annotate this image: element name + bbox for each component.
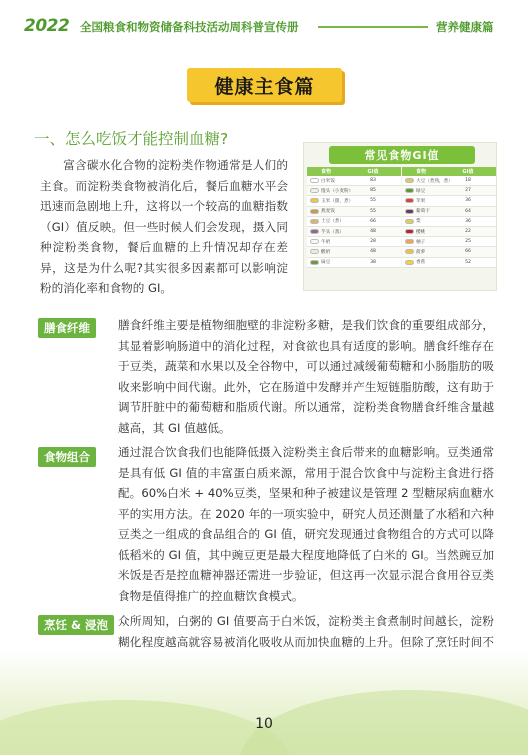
gi-food-name: 馒头（小麦粉）: [321, 188, 354, 194]
gi-table-row: [402, 207, 496, 217]
gi-food-name: 樱桃: [416, 229, 426, 235]
food-icon: [307, 239, 321, 244]
gi-food-value: 83: [370, 178, 376, 184]
header-year: 2022: [24, 16, 70, 36]
gi-table-right-column: [402, 167, 496, 268]
gi-table-row: [402, 237, 496, 247]
gi-food-name: 香蕉: [416, 260, 426, 266]
gi-table-row: [402, 227, 496, 237]
food-swatch-icon: [310, 229, 319, 234]
food-icon: [402, 178, 416, 183]
gi-table-row: [307, 176, 401, 186]
gi-table-row: [402, 176, 496, 186]
gi-food-name: 柚子: [416, 239, 426, 245]
food-icon: [307, 178, 321, 183]
gi-table-row: [402, 217, 496, 227]
gi-table-row: [307, 207, 401, 217]
food-icon: [402, 249, 416, 254]
gi-food-value: 22: [465, 229, 471, 235]
gi-food-value: 55: [370, 208, 376, 214]
gi-food-value: 25: [465, 239, 471, 245]
food-swatch-icon: [310, 260, 319, 265]
gi-table-banner: [329, 146, 475, 164]
food-icon: [307, 198, 321, 203]
page-title: 健康主食篇: [214, 75, 315, 98]
section-heading: 一、怎么吃饭才能控制血糖?: [34, 130, 229, 148]
header-title: 全国粮食和物资储备科技活动周科普宣传册: [80, 20, 299, 34]
gi-food-value: 66: [370, 218, 376, 224]
gi-food-name: 燕麦饭: [321, 209, 335, 215]
gi-food-value: 36: [465, 218, 471, 224]
gi-table-row: [402, 258, 496, 268]
food-icon: [307, 249, 321, 254]
food-swatch-icon: [310, 188, 319, 193]
header-divider: [318, 26, 428, 28]
paragraph-cooking-soaking: 众所周知，白粥的 GI 值要高于白米饭，淀粉类主食煮制时间越长，淀粉糊化程度越高就容易被消化吸收从而加快血糖的上升。但除了烹饪时间不: [118, 614, 494, 649]
gi-table-row: [402, 196, 496, 206]
gi-header-food: 食物: [321, 169, 332, 175]
food-swatch-icon: [310, 209, 319, 214]
gi-food-name: 芋头（蒸）: [321, 229, 344, 235]
gi-food-name: 菠萝: [416, 249, 426, 255]
gi-food-name: 酸奶: [321, 249, 331, 255]
food-icon: [402, 219, 416, 224]
gi-table-row: [307, 186, 401, 196]
food-icon: [307, 229, 321, 234]
food-swatch-icon: [310, 239, 319, 244]
gi-food-value: 52: [465, 259, 471, 265]
food-icon: [307, 188, 321, 193]
page-header: [0, 0, 528, 36]
gi-food-value: 64: [465, 208, 471, 214]
gi-table-left-column: [307, 167, 401, 268]
gi-food-value: 55: [370, 198, 376, 204]
gi-food-value: 18: [465, 178, 471, 184]
food-swatch-icon: [405, 188, 414, 193]
food-icon: [402, 239, 416, 244]
gi-food-value: 48: [370, 249, 376, 255]
gi-food-value: 28: [370, 239, 376, 245]
gi-food-value: 36: [465, 198, 471, 204]
gi-food-value: 27: [465, 188, 471, 194]
food-swatch-icon: [405, 260, 414, 265]
gi-table-header: [307, 167, 401, 176]
food-swatch-icon: [405, 229, 414, 234]
gi-food-value: 66: [465, 249, 471, 255]
gi-table-row: [307, 227, 401, 237]
food-icon: [402, 260, 416, 265]
gi-table-row: [307, 247, 401, 257]
food-swatch-icon: [310, 178, 319, 183]
gi-table-row: [402, 247, 496, 257]
tag-cooking-soaking: 烹饪 & 浸泡: [38, 615, 114, 635]
paragraph-dietary-fiber: 膳食纤维主要是植物细胞壁的非淀粉多糖，是我们饮食的重要组成部分，其显着影响肠道中的消化过程，对食欲也具有适度的影响。膳食纤维存在于豆类，蔬菜和水果以及全谷物中，可以通过减缓葡萄糖和小肠脂肪的吸收来影响中间代谢。此外，它在肠道中发酵并产生短链脂肪酸，这有助于调节肝脏中的葡萄糖和脂质代谢。所以通常，淀粉类食物膳食纤维含量越越高，其 GI 值越低。: [118, 318, 494, 435]
gi-food-name: 牛奶: [321, 239, 331, 245]
food-icon: [402, 209, 416, 214]
food-icon: [307, 219, 321, 224]
food-swatch-icon: [405, 198, 414, 203]
paragraph-food-combination: 通过混合饮食我们也能降低摄入淀粉类主食后带来的血糖影响。豆类通常是具有低 GI 值的丰富蛋白质来源，常用于混合饮食中与淀粉主食进行搭配。60%白米 + 40%豆类，坚果和种子被建议是管理 2 型糖尿病血糖水平的实用方法。在 2020 年的一项实验中，研究人员还测量了水稻和六种豆类之一组成的食品组合的 GI 值，研究发现通过食物组合的方式可以降低稻米的 GI 值，其中豌豆更是最大程度地降低了白米的 GI。当然豌豆加米饭是否是控血糖神器还需进一步验证，但这再一次显示混合食用谷豆类食物是值得推广的控血糖饮食模式。: [118, 445, 494, 603]
gi-food-name: 大豆（煮熟，煮）: [416, 178, 453, 184]
gi-table-row: [307, 217, 401, 227]
food-swatch-icon: [405, 239, 414, 244]
header-section: 营养健康篇: [436, 20, 494, 34]
gi-food-name: 白米饭: [321, 178, 335, 184]
food-swatch-icon: [405, 219, 414, 224]
food-swatch-icon: [310, 249, 319, 254]
gi-food-name: 梨: [416, 219, 421, 225]
food-icon: [307, 260, 321, 265]
intro-paragraph: 富含碳水化合物的淀粉类作物通常是人们的主食。而淀粉类食物被消化后，餐后血糖水平会迅速而急剧地上升，这将以一个较高的血糖指数（GI）值反映。但一些时候人们会发现，摄入同种淀粉类食物，餐后血糖的上升情况却存在差异，这是为什么呢?其实很多因素都可以影响淀粉的消化率和食物的 GI。: [40, 158, 288, 295]
gi-food-value: 48: [370, 229, 376, 235]
gi-food-name: 扁豆: [321, 260, 331, 266]
gi-food-value: 38: [370, 259, 376, 265]
gi-table-row: [307, 258, 401, 268]
gi-table-header: [402, 167, 496, 176]
food-swatch-icon: [405, 249, 414, 254]
gi-header-value: GI值: [367, 169, 379, 175]
food-swatch-icon: [405, 178, 414, 183]
gi-food-name: 苹果: [416, 198, 426, 204]
gi-table-card: [303, 142, 497, 291]
tag-dietary-fiber: 膳食纤维: [38, 318, 96, 338]
tag-food-combination: 食物组合: [38, 447, 96, 467]
page-title-badge: [187, 68, 342, 102]
gi-food-name: 绿豆: [416, 188, 426, 194]
gi-food-value: 85: [370, 188, 376, 194]
food-swatch-icon: [310, 219, 319, 224]
gi-food-name: 葡萄干: [416, 209, 430, 215]
gi-table-title: 常见食物GI值: [364, 149, 440, 162]
gi-table-row: [402, 186, 496, 196]
gi-header-food: 食物: [416, 169, 427, 175]
food-swatch-icon: [310, 198, 319, 203]
gi-food-name: 玉米（甜，煮）: [321, 198, 354, 204]
food-swatch-icon: [405, 209, 414, 214]
food-icon: [402, 229, 416, 234]
gi-table-row: [307, 196, 401, 206]
food-icon: [402, 188, 416, 193]
gi-food-name: 土豆（煮）: [321, 219, 344, 225]
page-number: 10: [255, 716, 273, 732]
food-icon: [402, 198, 416, 203]
gi-header-value: GI值: [462, 169, 474, 175]
gi-table-row: [307, 237, 401, 247]
food-icon: [307, 209, 321, 214]
